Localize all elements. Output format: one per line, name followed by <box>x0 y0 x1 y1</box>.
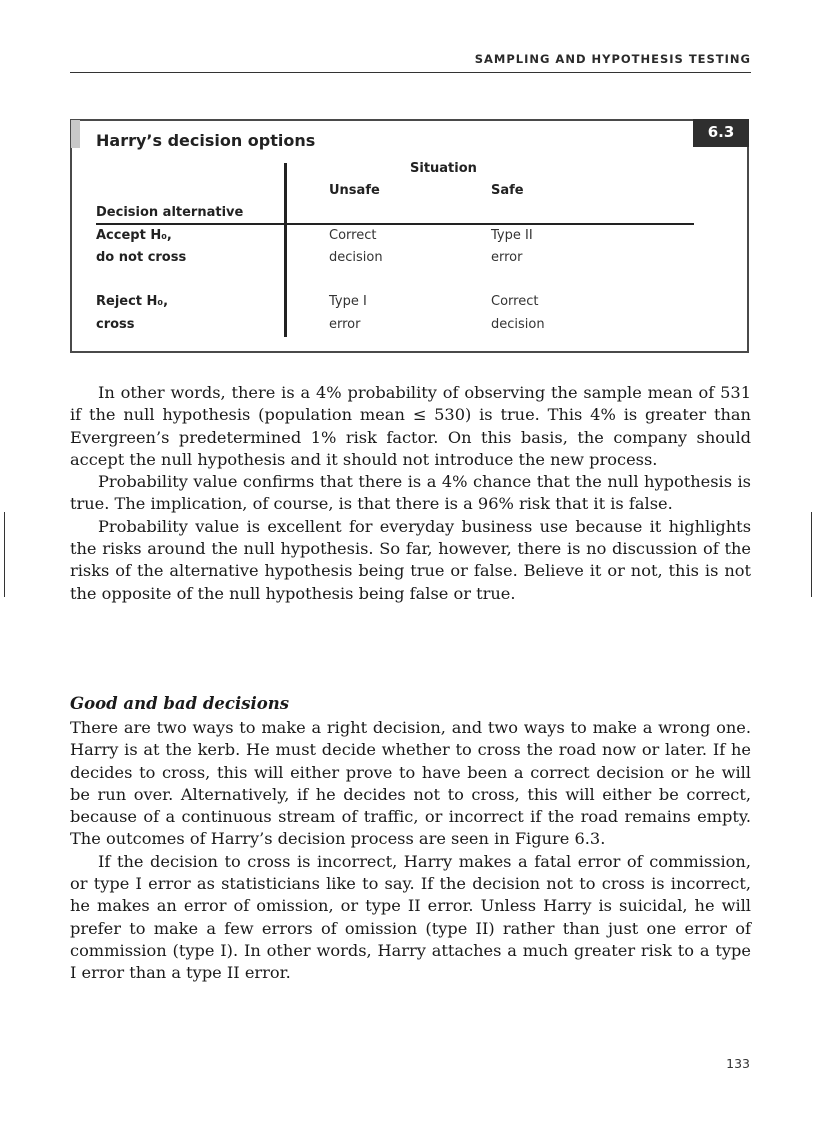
paragraph: Probability value is excellent for everyday business use because it highlights the risks around the null hypothesis. So far, however, there is no discussion of the risks of the alternative hypothesis being true or false. Believe it or not, this is not the opposite of the null hypothesis being false or true. <box>70 516 751 603</box>
figure-box <box>70 119 749 353</box>
section-heading: Good and bad decisions <box>70 694 290 713</box>
table-horizontal-rule <box>96 223 694 225</box>
scan-margin-mark-left <box>4 512 5 597</box>
page-number: 133 <box>726 1056 750 1071</box>
figure-title: Harry’s decision options <box>96 131 316 150</box>
column-header-safe: Safe <box>491 183 524 198</box>
cell-reject-unsafe-2: error <box>329 317 361 332</box>
cell-reject-safe-1: Correct <box>491 294 539 309</box>
body-text-top <box>70 382 751 605</box>
paragraph: There are two ways to make a right decision, and two ways to make a wrong one. Harry is at the kerb. He must decide whether to cross the road now or later. If he decides to cross, this will either prove to have been a correct decision or he will be run over. Alternatively, if he decides not to cross, this will either be correct, because of a continuous stream of traffic, or incorrect if the road remains empty. The outcomes of Harry’s decision process are seen in Figure 6.3. <box>70 718 751 849</box>
cell-accept-safe-2: error <box>491 250 523 265</box>
column-header-unsafe: Unsafe <box>329 183 380 198</box>
row-accept-label-2: do not cross <box>96 250 187 265</box>
paragraph: In other words, there is a 4% probability of observing the sample mean of 531 if the null hypothesis (population mean ≤ 530) is true. This 4% is greater than Evergreen’s predetermined 1% risk factor. On this basis, the company should accept the null hypothesis and it should not introduce the new process. <box>70 383 751 469</box>
row-reject-label-2: cross <box>96 317 135 332</box>
row-header-decision-alternative: Decision alternative <box>96 205 244 220</box>
figure-title-tab <box>71 120 80 148</box>
running-head: SAMPLING AND HYPOTHESIS TESTING <box>70 52 751 73</box>
cell-reject-unsafe-1: Type I <box>329 294 367 309</box>
row-reject-label-1: Reject H₀, <box>96 294 169 309</box>
figure-number-badge: 6.3 <box>693 119 749 147</box>
body-text-bottom <box>70 717 751 985</box>
situation-header: Situation <box>410 161 477 176</box>
cell-accept-unsafe-1: Correct <box>329 228 377 243</box>
row-accept-label-1: Accept H₀, <box>96 228 172 243</box>
cell-reject-safe-2: decision <box>491 317 545 332</box>
paragraph: If the decision to cross is incorrect, Harry makes a fatal error of commission, or type I error as statisticians like to say. If the decision not to cross is incorrect, he makes an error of omission, or type II error. Unless Harry is suicidal, he will prefer to make a few errors of omission (type II) rather than just one error of commission (type I). In other words, Harry attaches a much greater risk to a type I error than a type II error. <box>70 851 751 983</box>
scan-margin-mark-right <box>811 512 812 597</box>
cell-accept-safe-1: Type II <box>491 228 533 243</box>
cell-accept-unsafe-2: decision <box>329 250 383 265</box>
paragraph: Probability value confirms that there is a 4% chance that the null hypothesis is true. The implication, of course, is that there is a 96% risk that it is false. <box>70 472 751 514</box>
table-vertical-rule <box>284 163 287 337</box>
